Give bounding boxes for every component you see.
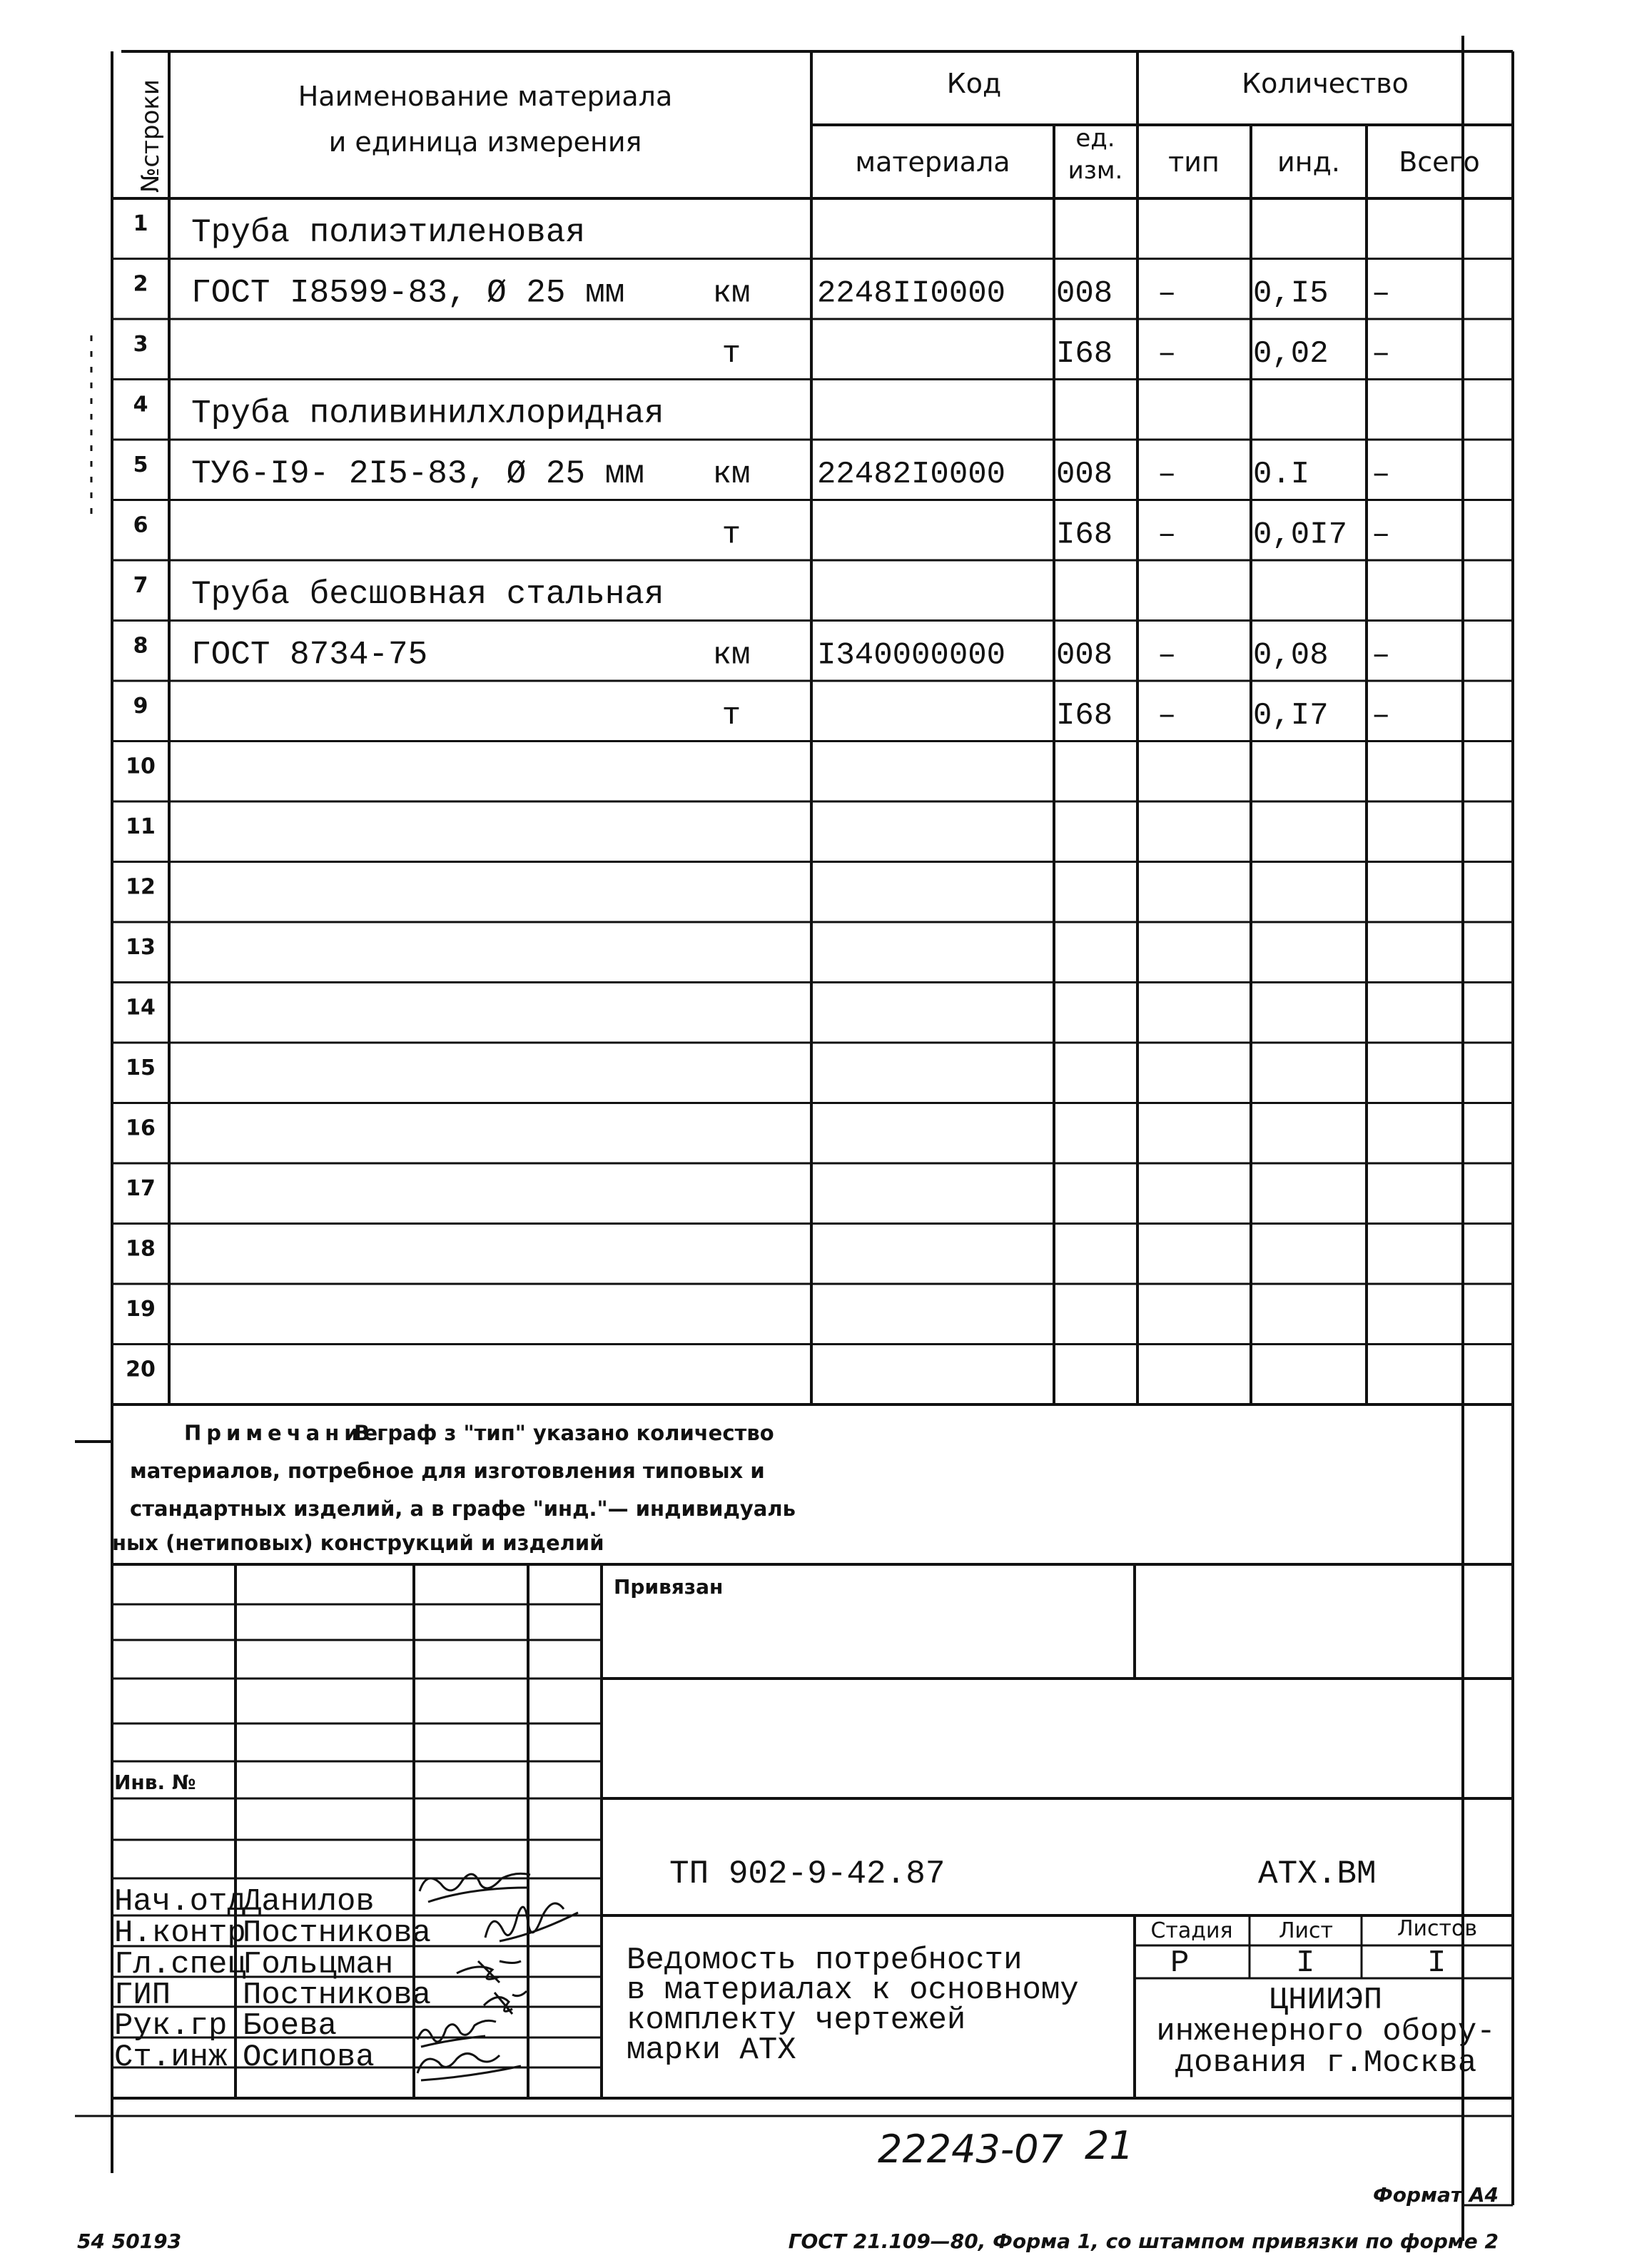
table-row (126, 814, 156, 839)
cell-name: Труба полиэтиленовая (191, 214, 586, 251)
doc-title-line2: в материалах к основному (627, 1973, 1079, 2008)
cell-no: 4 (133, 392, 148, 417)
header-code: Код (946, 68, 1002, 99)
cell-code: I340000000 (817, 637, 1006, 674)
cell-no: 9 (133, 694, 148, 719)
cell-ind: 0.I (1253, 457, 1310, 492)
cell-unit: км (712, 637, 751, 674)
cell-total: – (1372, 275, 1391, 312)
cell-no: 18 (126, 1236, 156, 1262)
signer-role: ГИП (114, 1978, 171, 2013)
cell-unit-code: I68 (1056, 698, 1113, 734)
table-row (126, 1055, 156, 1080)
table-row (133, 393, 664, 432)
cell-total: – (1372, 517, 1391, 553)
doc-title-line3: комплекту чертежей (627, 2003, 966, 2038)
note-line3: стандартных изделий, а в графе "инд."— индивидуаль (130, 1497, 796, 1521)
signer-name: Осипова (243, 2040, 375, 2075)
cell-unit-code: 008 (1056, 457, 1113, 492)
cell-type: – (1157, 275, 1177, 312)
cell-unit: км (712, 457, 751, 492)
doc-title-line4: марки АТХ (627, 2032, 796, 2068)
table-row (133, 452, 1391, 492)
cell-type: – (1157, 637, 1177, 674)
table-row (133, 332, 1391, 372)
cell-no: 10 (126, 754, 156, 779)
signer-name: Постникова (243, 1915, 432, 1951)
header-row-no: №строки (136, 79, 165, 193)
cell-name: ГОСТ I8599-83, Ø 25 мм (191, 274, 625, 312)
signer-name: Данилов (243, 1884, 375, 1920)
cell-type: – (1157, 457, 1177, 492)
signature-goltsman (457, 1961, 521, 1983)
cell-no: 17 (126, 1176, 156, 1201)
sheet-value: I (1296, 1945, 1315, 1981)
table-row (126, 754, 156, 779)
cell-no: 12 (126, 874, 156, 900)
table-row (133, 211, 586, 251)
cell-total: – (1372, 336, 1391, 372)
cell-unit: т (721, 336, 741, 372)
handwritten-inventory-number: 22243-07 (878, 2127, 1063, 2172)
cell-name: Труба поливинилхлоридная (191, 395, 664, 432)
table-row (126, 1176, 156, 1201)
cell-no: 13 (126, 935, 156, 960)
signer-role: Рук.гр (114, 2008, 228, 2044)
header-unit-line1: ед. (1075, 124, 1115, 153)
cell-unit-code: 008 (1056, 275, 1113, 312)
note-line4: ных (нетиповых) конструкций и изделий (112, 1531, 604, 1555)
signer-row (114, 1915, 431, 1951)
sheet-label: Лист (1278, 1918, 1334, 1943)
signer-role: Нач.отд (114, 1884, 246, 1920)
table-row (126, 935, 156, 960)
signer-row (114, 2008, 337, 2044)
org-line3: дования г.Москва (1175, 2045, 1477, 2081)
signer-row (114, 1884, 375, 1920)
header-name-line1: Наименование материала (298, 81, 673, 112)
note-label: Примечание (184, 1421, 383, 1445)
note-line2: материалов, потребное для изготовления типовых и (130, 1459, 765, 1483)
header-code-material: материала (855, 146, 1010, 178)
stage-label: Стадия (1150, 1918, 1233, 1943)
sheets-value: I (1427, 1945, 1446, 1981)
cell-total: – (1372, 457, 1391, 492)
signature-postnikova (485, 1903, 578, 1941)
signer-name: Гольцман (243, 1947, 394, 1983)
cell-unit: км (712, 275, 751, 312)
cell-no: 1 (133, 211, 148, 236)
signer-role: Гл.спец (114, 1947, 246, 1983)
footer-left-code: 54 50193 (77, 2229, 182, 2253)
cell-no: 15 (126, 1055, 156, 1080)
cell-type: – (1157, 517, 1177, 553)
table-row (133, 513, 1391, 553)
cell-unit: т (721, 517, 741, 553)
handwritten-page-number: 21 (1085, 2123, 1134, 2168)
cell-code: 2248II0000 (817, 275, 1006, 312)
cell-no: 11 (126, 814, 156, 839)
signature-boeva (417, 2020, 496, 2047)
cell-no: 2 (133, 271, 148, 297)
table-row (133, 573, 664, 613)
cell-unit-code: 008 (1056, 637, 1113, 674)
stage-value: Р (1170, 1945, 1190, 1981)
org-line1: ЦНИИЭП (1269, 1983, 1383, 2018)
cell-name: ГОСТ 8734-75 (191, 636, 428, 674)
table-row (133, 634, 1391, 674)
cell-total: – (1372, 637, 1391, 674)
stamp (114, 1575, 1496, 2081)
signers-list (114, 1884, 431, 2075)
designation: ТП 902-9-42.87 (669, 1856, 946, 1893)
header-type: тип (1168, 146, 1220, 178)
signer-row (114, 2040, 375, 2075)
org-line2: инженерного обору- (1156, 2014, 1496, 2050)
cell-total: – (1372, 698, 1391, 734)
cell-unit-code: I68 (1056, 517, 1113, 553)
header-unit-line2: изм. (1068, 156, 1123, 185)
binding-marks (75, 335, 112, 1442)
cell-unit: т (721, 698, 741, 734)
doc-title-line1: Ведомость потребности (627, 1943, 1023, 1978)
table-row (126, 1297, 156, 1322)
table-row (126, 996, 156, 1021)
signer-role: Ст.инж (114, 2040, 228, 2075)
cell-no: 6 (133, 512, 148, 538)
header-ind: инд. (1277, 146, 1340, 178)
cell-no: 14 (126, 995, 156, 1021)
footer-gost: ГОСТ 21.109—80, Форма 1, со штампом привязки по форме 2 (788, 2229, 1499, 2253)
table-row (126, 1357, 156, 1382)
header-quantity: Количество (1242, 68, 1409, 99)
cell-code: 22482I0000 (817, 457, 1006, 492)
signer-name: Постникова (243, 1978, 432, 2013)
signature-postnikova-gip (484, 1991, 527, 2014)
drawing-mark: АТХ.ВМ (1258, 1856, 1377, 1893)
table-row (126, 875, 156, 900)
cell-no: 3 (133, 332, 148, 357)
table-row (126, 1237, 156, 1262)
sheets-label: Листов (1397, 1916, 1478, 1941)
cell-unit-code: I68 (1056, 336, 1113, 372)
table-header (136, 68, 1480, 193)
cell-ind: 0,I5 (1253, 275, 1329, 312)
cell-no: 8 (133, 633, 148, 659)
cell-no: 16 (126, 1115, 156, 1141)
tied-label: Привязан (614, 1575, 724, 1599)
cell-ind: 0,I7 (1253, 698, 1329, 734)
inventory-number-label: Инв. № (114, 1771, 196, 1794)
signer-name: Боева (243, 2008, 338, 2044)
signer-role: Н.контр (114, 1915, 246, 1951)
cell-type: – (1157, 698, 1177, 734)
cell-type: – (1157, 336, 1177, 372)
table-row (133, 694, 1391, 734)
cell-no: 20 (126, 1357, 156, 1382)
header-total: Всего (1399, 146, 1480, 178)
table-row (133, 272, 1391, 312)
cell-no: 5 (133, 452, 148, 477)
format-label: Формат А4 (1373, 2183, 1499, 2207)
header-name-line2: и единица измерения (328, 126, 642, 158)
cell-ind: 0,02 (1253, 336, 1329, 372)
cell-name: ТУ6-I9- 2I5-83, Ø 25 мм (191, 455, 644, 492)
note-block (112, 1421, 796, 1555)
cell-no: 7 (133, 573, 148, 598)
cell-ind: 0,0I7 (1253, 517, 1348, 553)
cell-name: Труба бесшовная стальная (191, 576, 664, 613)
cell-no: 19 (126, 1297, 156, 1322)
note-line1: В граф з "тип" указано количество (354, 1421, 774, 1445)
cell-ind: 0,08 (1253, 637, 1329, 674)
table-row (126, 1116, 156, 1141)
